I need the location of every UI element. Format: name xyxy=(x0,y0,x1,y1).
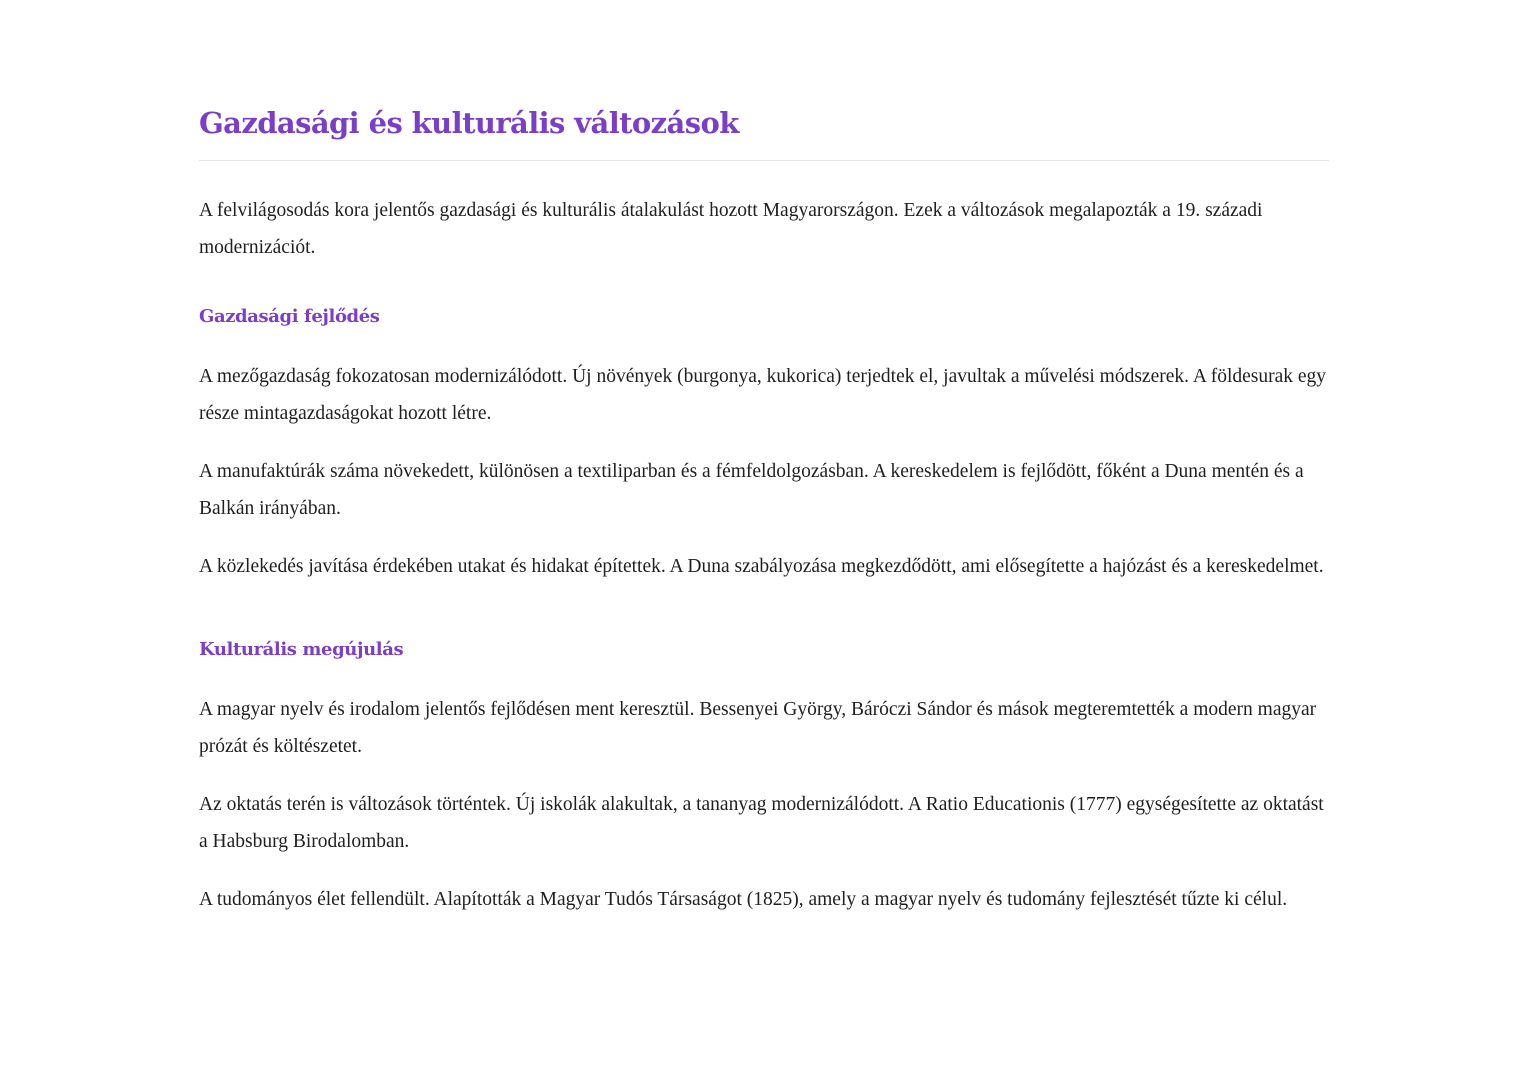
intro-paragraph: A felvilágosodás kora jelentős gazdasági és kulturális átalakulást hozott Magyarországon. Ezek a változások megalapozták a 19. századi modernizációt. xyxy=(199,200,1263,258)
paragraph: Az oktatás terén is változások történtek. Új iskolák alakultak, a tananyag modernizálódott. A Ratio Educationis (1777) egységesítette az oktatást a Habsburg Birodalomban. xyxy=(199,794,1324,852)
paragraph: A magyar nyelv és irodalom jelentős fejlődésen ment keresztül. Bessenyei György, Báróczi Sándor és mások megteremtették a modern magyar prózát és költészetet. xyxy=(199,699,1317,757)
section-heading-cultural: Kulturális megújulás xyxy=(199,639,404,660)
page-title: Gazdasági és kulturális változások xyxy=(199,106,739,140)
paragraph: A manufaktúrák száma növekedett, különösen a textiliparban és a fémfeldolgozásban. A kereskedelem is fejlődött, főként a Duna mentén és a Balkán irányában. xyxy=(199,461,1304,519)
paragraph: A mezőgazdaság fokozatosan modernizálódott. Új növények (burgonya, kukorica) terjedtek el, javultak a művelési módszerek. A földesurak egy része mintagazdaságokat hozott létre. xyxy=(199,366,1327,424)
paragraph: A tudományos élet fellendült. Alapították a Magyar Tudós Társaságot (1825), amely a magyar nyelv és tudomány fejlesztését tűzte ki célul. xyxy=(199,889,1288,910)
paragraph: A közlekedés javítása érdekében utakat és hidakat építettek. A Duna szabályozása megkezdődött, ami elősegítette a hajózást és a kereskedelmet. xyxy=(199,556,1324,577)
title-divider xyxy=(199,160,1329,161)
section-heading-economic: Gazdasági fejlődés xyxy=(199,306,380,327)
document-page xyxy=(199,100,1329,918)
